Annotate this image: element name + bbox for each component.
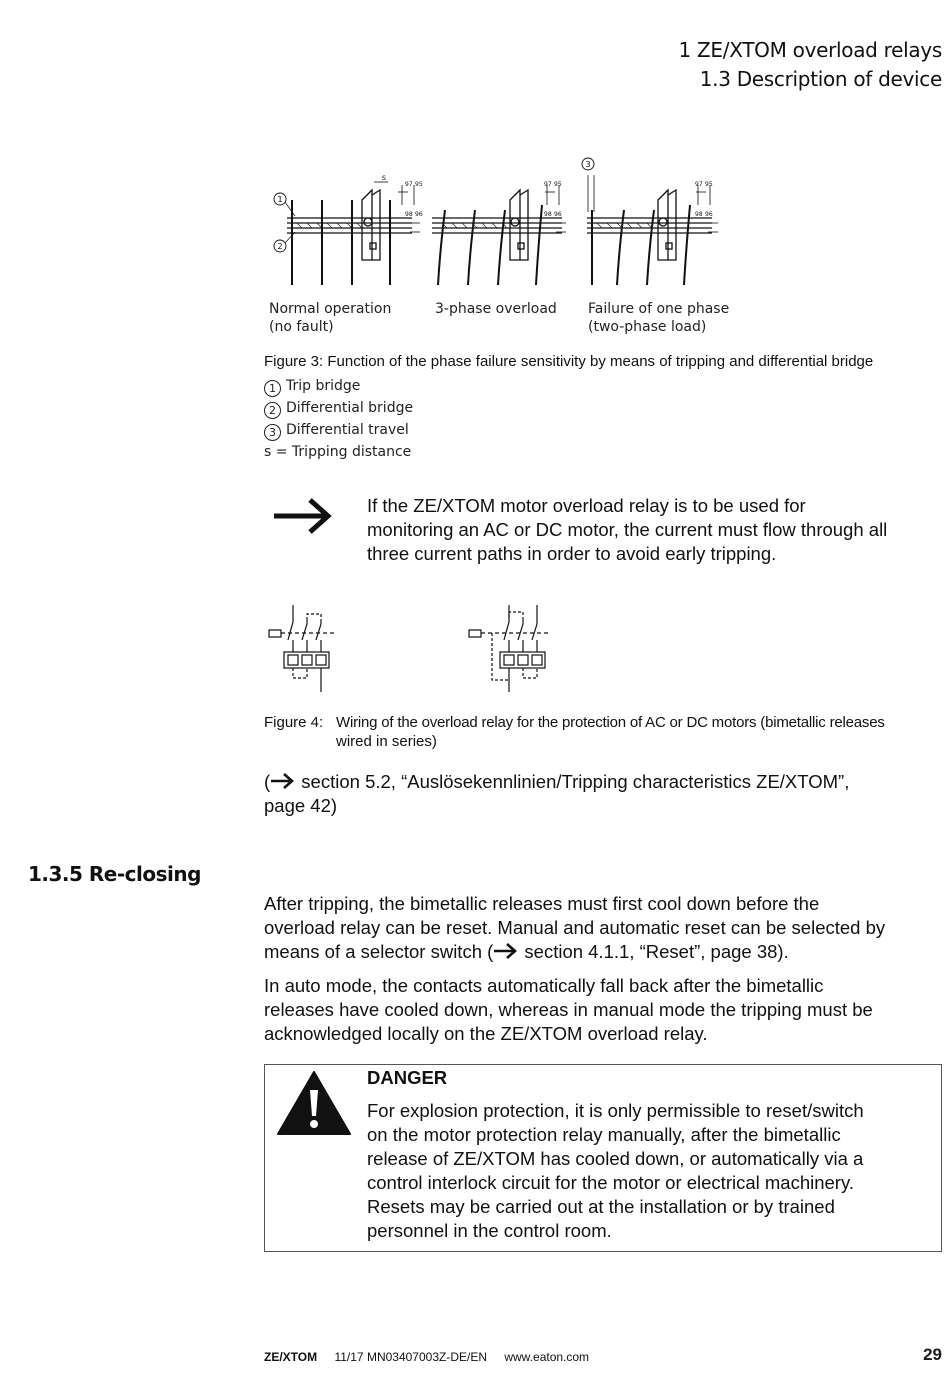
figure-4-caption: Wiring of the overload relay for the protection of AC or DC motors (bimetallic releases wired in series) — [336, 714, 885, 750]
panel-failure-one-phase — [587, 175, 718, 285]
panel-3-caption: Failure of one phase (two-phase load) — [588, 301, 730, 335]
chapter-title: 1 ZE/XTOM overload relays — [678, 38, 942, 62]
panel-2-caption: 3-phase overload — [435, 301, 557, 317]
contact-97: 97 — [405, 181, 413, 188]
contact-97: 97 — [695, 181, 703, 188]
figure-4-diagram — [264, 600, 564, 695]
arrow-right-icon — [493, 943, 519, 959]
panel-normal-operation — [287, 182, 420, 285]
legend-item: 1 Trip bridge — [264, 375, 413, 397]
contact-98: 98 — [405, 211, 413, 218]
wiring-dc-right — [469, 605, 549, 692]
danger-title: DANGER — [367, 1067, 448, 1088]
page-number: 29 — [923, 1345, 942, 1364]
contact-95: 95 — [415, 181, 423, 188]
paragraph-2: In auto mode, the contacts automatically fall back after the bimetallic releases have cooled down, whereas in manual mode the tripping must be acknowledged locally on the ZE/XTOM overload relay. — [264, 975, 873, 1044]
s-label: s — [381, 173, 387, 182]
contact-96: 96 — [415, 211, 423, 218]
footer-product: ZE/XTOM — [264, 1350, 318, 1364]
contact-95: 95 — [554, 181, 562, 188]
contact-98: 98 — [695, 211, 703, 218]
legend-number: 1 — [264, 380, 281, 397]
xref-section-5-2[interactable]: ( section 5.2, “Auslösekennlinien/Tripping characteristics ZE/XTOM”, page 42) — [264, 771, 850, 816]
figure-3-legend — [264, 375, 413, 463]
panel-1-caption: Normal operation (no fault) — [269, 301, 392, 335]
footer-url[interactable]: www.eaton.com — [504, 1350, 590, 1364]
figure-3-caption: Figure 3: Function of the phase failure sensitivity by means of tripping and differential bridge — [264, 353, 874, 370]
footer-doc-number: 11/17 MN03407003Z-DE/EN — [334, 1350, 487, 1364]
section-heading: 1.3.5 Re-closing — [28, 862, 201, 886]
legend-number: 2 — [264, 402, 281, 419]
contact-95: 95 — [705, 181, 713, 188]
callout-1: 1 — [277, 195, 283, 204]
legend-number: 3 — [264, 424, 281, 441]
legend-item: 2 Differential bridge — [264, 397, 413, 419]
legend-item: 3 Differential travel — [264, 419, 413, 441]
wiring-ac-left — [269, 605, 336, 692]
footer — [264, 1350, 589, 1364]
contact-97: 97 — [544, 181, 552, 188]
warning-triangle-icon — [276, 1070, 352, 1136]
figure-4-caption-label: Figure 4: — [264, 714, 324, 731]
danger-text: For explosion protection, it is only permissible to reset/switch on the motor protection relay manually, after the bimetallic release of ZE/XTOM has cooled down, or automatically via a control interlock circuit for the motor or electrical machinery. Resets may be carried out at the installation or by trained personnel in the control room. — [367, 1100, 864, 1241]
panel-three-phase-overload — [432, 185, 566, 285]
paragraph-1: After tripping, the bimetallic releases must first cool down before the overload relay can be reset. Manual and automatic reset can be selected by means of a selector switch ( section 4.1.1, “Reset”, page 38). — [264, 893, 886, 962]
note-text: If the ZE/XTOM motor overload relay is to be used for monitoring an AC or DC motor, the current must flow through all three current paths in order to avoid early tripping. — [367, 495, 888, 564]
contact-96: 96 — [554, 211, 562, 218]
legend-item-s: s = Tripping distance — [264, 444, 412, 460]
callout-3: 3 — [585, 160, 591, 169]
section-title: 1.3 Description of device — [699, 67, 942, 91]
contact-98: 98 — [544, 211, 552, 218]
xref-section-4-1-1[interactable]: means of a selector switch ( section 4.1.1, “Reset”, page 38). — [264, 941, 789, 962]
figure-3-diagram — [262, 150, 732, 290]
arrow-right-icon — [270, 773, 296, 789]
arrow-right-icon — [274, 497, 334, 535]
callout-2: 2 — [277, 242, 283, 251]
contact-96: 96 — [705, 211, 713, 218]
